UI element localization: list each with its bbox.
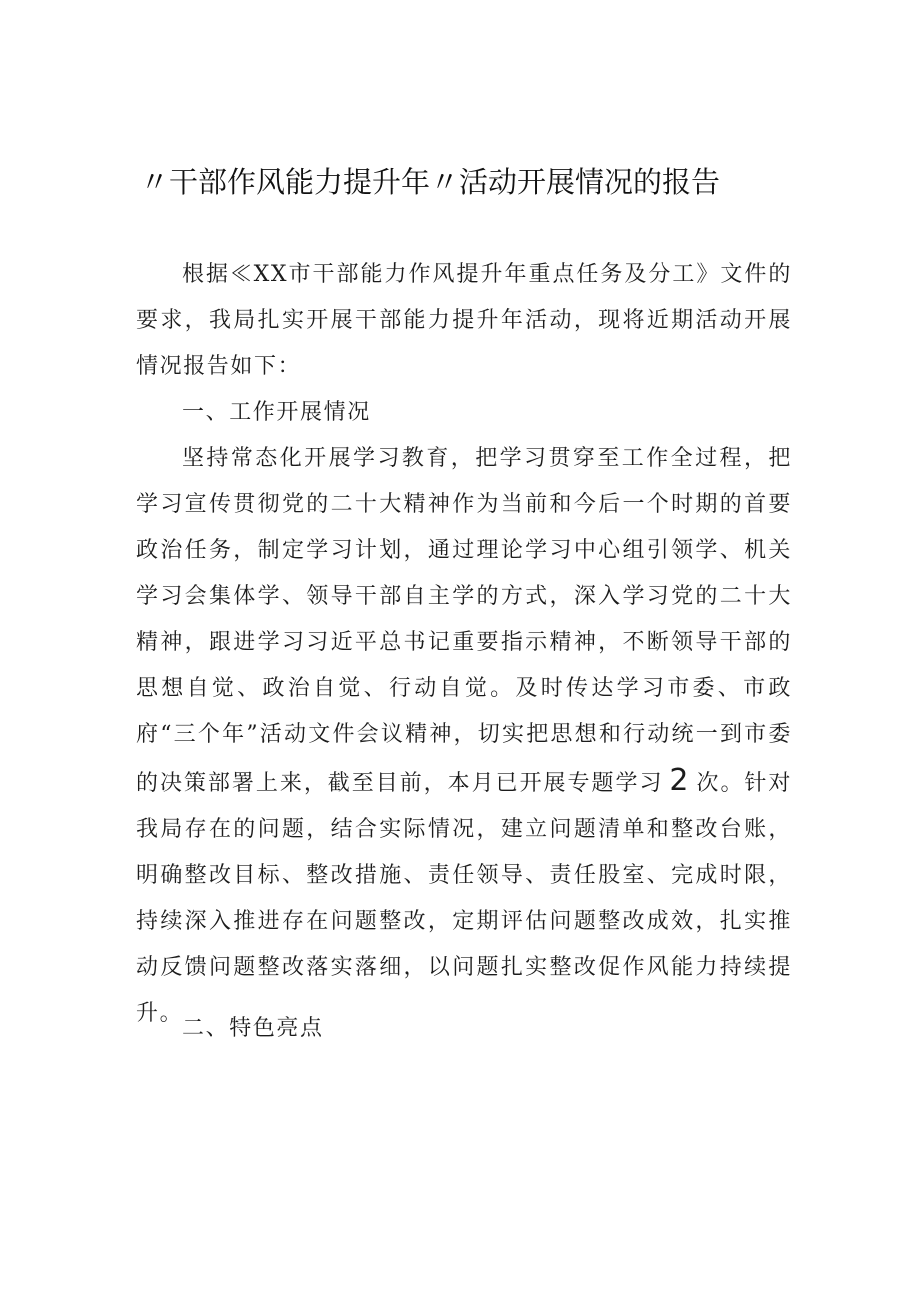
section-1-text-a: 坚持常态化开展学习教育，把学习贯穿至工作全过程，把学习宣传贯彻党的二十大精神作为当前和今后一个时期的首要政治任务，制定学习计划，通过理论学习中心组引领学、机关学习会集体学、领导干部自主学的方式，深入学习党的二十大精神，跟进学习习近平总书记重要指示精神，不断领导干部的思想自觉、政治自觉、行动自觉。及时传达学习市委、市政府“三个年”活动文件会议精神，切实把思想和行动统一到市委的决策部署上来，截至目前，本月已开展专题学习 [136,446,792,796]
intro-block [136,252,792,390]
section-1-block [136,436,792,1037]
section-1-heading: 一、工作开展情况 [182,400,371,425]
intro-paragraph: 根据≪XX市干部能力作风提升年重点任务及分工》文件的要求，我局扎实开展干部能力提升年活动，现将近期活动开展情况报告如下： [136,262,792,379]
section-1-text-b: 次。针对我局存在的问题，结合实际情况，建立问题清单和整改台账，明确整改目标、整改措施、责任领导、责任股室、完成时限，持续深入推进存在问题整改，定期评估问题整改成效，扎实推动反馈问题整改落实落细，以问题扎实整改促作风能力持续提升。 [136,771,793,1026]
study-count: 2 [669,763,691,798]
section-1-paragraph [136,436,792,1037]
section-2-heading: 二、特色亮点 [182,1016,324,1041]
document-title: 〃干部作风能力提升年〃活动开展情况的报告 [140,165,721,199]
